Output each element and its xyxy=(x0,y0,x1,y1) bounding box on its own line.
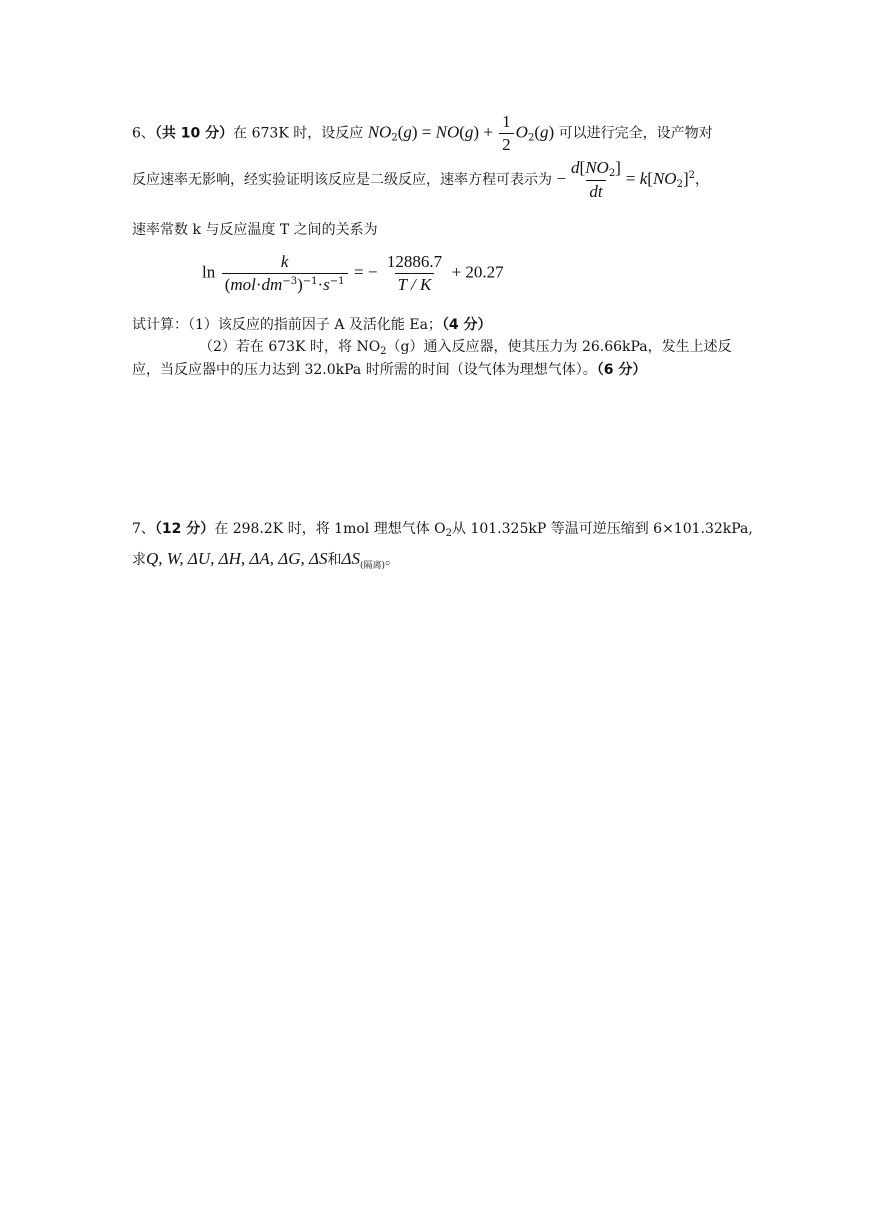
rate-equation: − $\frac{d[NO_2]}{dt}$ = $k[NO_2]^2$ xyxy=(556,158,695,201)
q7-text-b: 从 101.325kP 等温可逆压缩到 6×101.32kPa, xyxy=(452,521,753,537)
q6-number: 6、 xyxy=(132,125,155,142)
q6-line1 xyxy=(132,112,713,155)
q7-and: 和 xyxy=(327,552,342,568)
q7-line1: 7、（12 分）在 298.2K 时，将 1mol 理想气体 $O_2$从 101.325kP 等温可逆压缩到 6×101.32kPa, xyxy=(132,521,753,539)
eq-fraction-left: $\frac{k}{(mol\cdot dm^{-3})^{-1}\cdot s^{-1}}$ xyxy=(222,252,348,295)
q7-quantities: Q, W, ΔU, ΔH, ΔA, ΔG, ΔS xyxy=(146,549,328,568)
q6-sub2-line2 xyxy=(132,359,646,379)
q6-sub1-points: （4 分） xyxy=(441,317,492,333)
q7-ask: 求 xyxy=(132,552,146,568)
eq-const1: 12886.7 xyxy=(386,252,443,271)
q6-comma: ， xyxy=(695,172,709,188)
q6-line3: 速率常数 k 与反应温度 T 之间的关系为 xyxy=(132,222,378,238)
q6-intro: 在 673K 时，设反应 xyxy=(233,125,364,142)
q7-line2 xyxy=(132,549,399,571)
q7-ds: ΔS xyxy=(341,549,360,568)
q7-text-a: 在 298.2K 时，将 1mol 理想气体 O xyxy=(214,521,446,537)
q7-number: 7、 xyxy=(132,521,155,537)
q6-after-reaction: 可以进行完全，设产物对 xyxy=(558,125,713,142)
eq-k: k xyxy=(280,252,289,271)
q6-sub2-points: （6 分） xyxy=(596,362,647,378)
eq-ln: ln xyxy=(202,262,216,282)
arrhenius-equation: ln $\frac{k}{(mol\cdot dm^{-3})^{-1}\cdot s^{-1}}$ = − $\frac{12886.7}{T / K}$ + 20.27 xyxy=(202,252,504,294)
q7-isolated: (隔离) xyxy=(359,561,385,571)
q6-line2-text: 反应速率无影响，经实验证明该反应是二级反应，速率方程可表示为 xyxy=(132,172,552,188)
eq-TK: T / K xyxy=(395,273,435,295)
q6-sub2-line1: （2）若在 673K 时，将 $NO_2(g)$通入反应器，使其压力为 26.66kPa，发生上述反 xyxy=(199,339,732,357)
q6-line2 xyxy=(132,158,709,202)
eq-const2: + 20.27 xyxy=(451,262,504,282)
q6-sub2-a: （2）若在 673K 时，将 NO xyxy=(199,339,381,355)
q7-points: （12 分） xyxy=(154,521,215,537)
eq-fraction-right xyxy=(384,252,445,295)
q6-reaction-equation: $NO_2(g) = NO(g)$ + $\frac{1}{2}$ $O_2(g)$ xyxy=(367,112,555,154)
q7-end: 。 xyxy=(385,552,399,568)
q6-points: （共 10 分） xyxy=(154,125,234,142)
q6-sub2-b: （g）通入反应器，使其压力为 26.66kPa，发生上述反 xyxy=(386,339,732,355)
q6-sub2-text: 应，当反应器中的压力达到 32.0kPa 时所需的时间（设气体为理想气体）。 xyxy=(132,362,597,378)
q6-sub1 xyxy=(132,314,492,334)
q6-sub1-text: 试计算：（1）该反应的指前因子 A 及活化能 Ea； xyxy=(132,317,442,333)
